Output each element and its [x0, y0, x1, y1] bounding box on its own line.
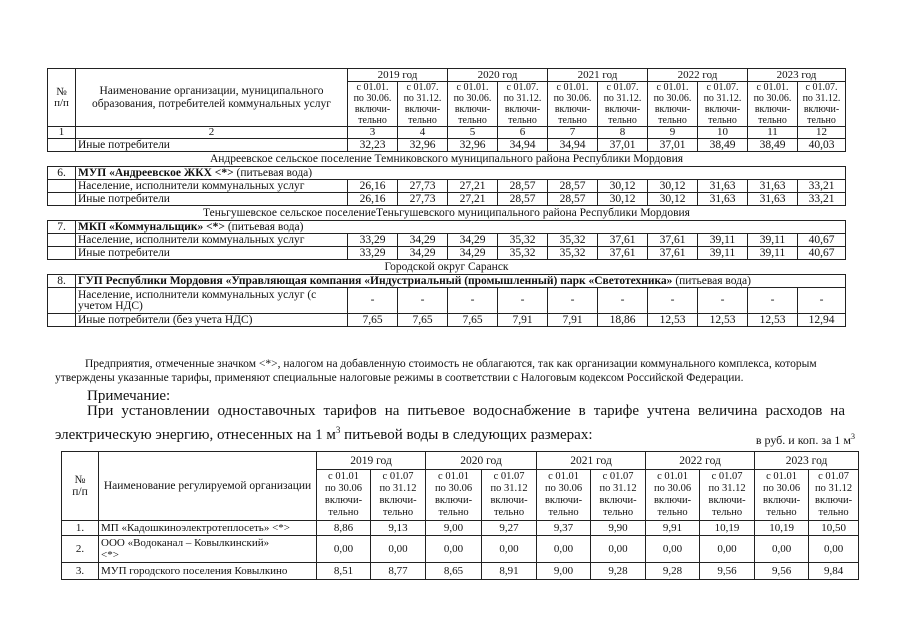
table-row: [48, 193, 846, 206]
consumer-name: Иные потребители: [76, 247, 348, 260]
column-number-row: [48, 127, 846, 139]
tariff-value: 40,67: [798, 247, 846, 260]
period-header: с 01.07. по 31.12. включи- тельно: [398, 82, 448, 127]
column-number: 7: [548, 127, 598, 139]
units-superscript: 3: [851, 432, 855, 441]
organization-name-bold: ГУП Республики Мордовия «Управляющая компания «Индустриальный (промышленный) парк «Светотехника»: [78, 274, 673, 287]
row-number: [48, 234, 76, 247]
cost-value: 9,13: [371, 521, 426, 536]
organization-row: [48, 167, 846, 180]
column-number: 6: [498, 127, 548, 139]
tariff-value: 27,21: [448, 180, 498, 193]
tariff-value: 37,01: [648, 139, 698, 152]
tariff-value: 38,49: [748, 139, 798, 152]
year-header: 2020 год: [448, 69, 548, 82]
tariff-value: 7,65: [398, 314, 448, 327]
organization-name: МУП городского поселения Ковылкино: [99, 563, 317, 580]
column-number: 11: [748, 127, 798, 139]
period-header: с 01.07. по 31.12. включи- тельно: [598, 82, 648, 127]
tariff-value: -: [698, 288, 748, 314]
tariff-value: 35,32: [548, 247, 598, 260]
tariff-value: 39,11: [698, 234, 748, 247]
tariff-value: -: [798, 288, 846, 314]
cost-value: 9,00: [426, 521, 482, 536]
tariff-value: 26,16: [348, 180, 398, 193]
tariff-value: 28,57: [498, 180, 548, 193]
tariff-value: 37,01: [598, 139, 648, 152]
tariff-value: 28,57: [548, 193, 598, 206]
tariff-value: -: [748, 288, 798, 314]
cost-value: 8,65: [426, 563, 482, 580]
tariff-value: 30,12: [598, 180, 648, 193]
period-header: с 01.07 по 31.12 включи- тельно: [700, 470, 755, 521]
tariff-value: 32,23: [348, 139, 398, 152]
header-row-years: [48, 69, 846, 82]
tariff-value: 12,53: [698, 314, 748, 327]
tariff-value: 40,03: [798, 139, 846, 152]
tariff-value: 39,11: [698, 247, 748, 260]
tariff-value: 33,21: [798, 193, 846, 206]
tariff-value: 33,21: [798, 180, 846, 193]
section-row: [48, 152, 846, 167]
tariff-value: -: [448, 288, 498, 314]
cost-value: 0,00: [537, 536, 591, 563]
cost-value: 9,91: [646, 521, 700, 536]
tariff-value: 27,73: [398, 180, 448, 193]
row-number: [48, 314, 76, 327]
electricity-cost-table: [61, 451, 859, 580]
period-header: с 01.01 по 30.06 включи- тельно: [426, 470, 482, 521]
consumer-name: Население, исполнители коммунальных услуг: [76, 180, 348, 193]
cost-value: 9,00: [537, 563, 591, 580]
tariff-value: -: [648, 288, 698, 314]
cost-value: 8,91: [482, 563, 537, 580]
period-header: с 01.01. по 30.06. включи- тельно: [448, 82, 498, 127]
tariff-value: -: [398, 288, 448, 314]
period-header: с 01.07 по 31.12 включи- тельно: [482, 470, 537, 521]
note-text-before: При установлении одноставочных тарифов на питьевое водоснабжение в тарифе учтена величина расходов на электрическую энергию, отнесенных на 1 м: [55, 403, 845, 443]
year-header: 2023 год: [755, 452, 859, 470]
tariff-value: 28,57: [498, 193, 548, 206]
consumer-name: Иные потребители: [76, 139, 348, 152]
period-header: с 01.01 по 30.06 включи- тельно: [537, 470, 591, 521]
cost-value: 0,00: [646, 536, 700, 563]
period-header: с 01.01 по 30.06 включи- тельно: [646, 470, 700, 521]
period-header: с 01.07. по 31.12. включи- тельно: [698, 82, 748, 127]
cost-value: 0,00: [482, 536, 537, 563]
consumer-name: Население, исполнители коммунальных услуг (с учетом НДС): [76, 288, 348, 314]
cost-value: 9,27: [482, 521, 537, 536]
table-row: [62, 521, 859, 536]
organization-product: (питьевая вода): [224, 220, 304, 233]
cost-value: 9,90: [591, 521, 646, 536]
year-header: 2022 год: [648, 69, 748, 82]
table-row: [48, 180, 846, 193]
row-number: [48, 139, 76, 152]
organization-product: (питьевая вода): [672, 274, 751, 287]
organization-name: МП «Кадошкиноэлектротеплосеть» <*>: [99, 521, 317, 536]
tariff-value: 33,29: [348, 234, 398, 247]
tariff-value: 31,63: [748, 193, 798, 206]
organization-name: [76, 167, 846, 180]
note-heading: Примечание:: [87, 388, 171, 404]
row-number: [48, 180, 76, 193]
note-text-after: питьевой воды в следующих размерах:: [340, 427, 593, 443]
tariff-value: 12,53: [648, 314, 698, 327]
row-number: [48, 288, 76, 314]
period-header: с 01.01. по 30.06. включи- тельно: [548, 82, 598, 127]
column-number: 8: [598, 127, 648, 139]
tariff-value: 27,21: [448, 193, 498, 206]
year-header: 2023 год: [748, 69, 846, 82]
tariff-value: 32,96: [448, 139, 498, 152]
column-number: 1: [48, 127, 76, 139]
organization-product: (питьевая вода): [233, 166, 313, 179]
tariff-value: 37,61: [648, 234, 698, 247]
tariff-value: 37,61: [598, 234, 648, 247]
section-row: [48, 206, 846, 221]
tariff-table: [47, 68, 846, 327]
table-row: [48, 314, 846, 327]
tariff-value: 28,57: [548, 180, 598, 193]
section-title: Андреевское сельское поселение Темниковского муниципального района Республики Мордовия: [48, 152, 846, 167]
cost-value: 0,00: [426, 536, 482, 563]
cost-value: 10,50: [809, 521, 859, 536]
period-header: с 01.07. по 31.12. включи- тельно: [498, 82, 548, 127]
header-name: Наименование организации, муниципального образования, потребителей коммунальных услуг: [76, 69, 348, 127]
row-number: 8.: [48, 275, 76, 288]
tariff-value: 18,86: [598, 314, 648, 327]
section-title: Городской округ Саранск: [48, 260, 846, 275]
column-number: 10: [698, 127, 748, 139]
tariff-value: 31,63: [748, 180, 798, 193]
cost-value: 9,84: [809, 563, 859, 580]
header-row-years: [62, 452, 859, 470]
cost-value: 0,00: [591, 536, 646, 563]
cost-value: 10,19: [755, 521, 809, 536]
year-header: 2021 год: [548, 69, 648, 82]
tariff-value: 40,67: [798, 234, 846, 247]
tariff-value: 38,49: [698, 139, 748, 152]
vat-footnote: Предприятия, отмеченные значком <*>, налогом на добавленную стоимость не облагаются, так как организации коммунального комплекса, которым утверждены указанные тарифы, применяют специальные налоговые режимы в соответствии с Налоговым кодексом Российской Федерации.: [55, 358, 817, 384]
organization-name-bold: МУП «Андреевское ЖКХ <*>: [78, 166, 234, 179]
column-number: 5: [448, 127, 498, 139]
tariff-value: 34,29: [398, 234, 448, 247]
cost-value: 9,37: [537, 521, 591, 536]
tariff-value: 34,29: [398, 247, 448, 260]
tariff-value: -: [548, 288, 598, 314]
header-no: № п/п: [48, 69, 76, 127]
tariff-value: -: [498, 288, 548, 314]
column-number: 12: [798, 127, 846, 139]
year-header: 2022 год: [646, 452, 755, 470]
tariff-value: 31,63: [698, 180, 748, 193]
row-number: [48, 193, 76, 206]
cost-value: 0,00: [317, 536, 371, 563]
period-header: с 01.07 по 31.12 включи- тельно: [371, 470, 426, 521]
cost-value: 10,19: [700, 521, 755, 536]
header-no: № п/п: [62, 452, 99, 521]
cost-value: 0,00: [371, 536, 426, 563]
period-header: с 01.01 по 30.06 включи- тельно: [317, 470, 371, 521]
tariff-value: 12,94: [798, 314, 846, 327]
cost-value: 8,77: [371, 563, 426, 580]
consumer-name: Население, исполнители коммунальных услуг: [76, 234, 348, 247]
year-header: 2021 год: [537, 452, 646, 470]
tariff-value: 7,65: [448, 314, 498, 327]
column-number: 9: [648, 127, 698, 139]
tariff-value: 34,29: [448, 234, 498, 247]
column-number: 4: [398, 127, 448, 139]
tariff-value: 35,32: [498, 247, 548, 260]
note-text: [55, 402, 845, 445]
tariff-value: 34,29: [448, 247, 498, 260]
tariff-value: 31,63: [698, 193, 748, 206]
organization-name: [76, 275, 846, 288]
cost-value: 0,00: [809, 536, 859, 563]
cost-value: 9,28: [646, 563, 700, 580]
tariff-value: 33,29: [348, 247, 398, 260]
year-header: 2020 год: [426, 452, 537, 470]
period-header: с 01.01. по 30.06. включи- тельно: [348, 82, 398, 127]
tariff-value: 39,11: [748, 247, 798, 260]
tariff-value: 12,53: [748, 314, 798, 327]
consumer-name: Иные потребители: [76, 193, 348, 206]
row-number: [48, 247, 76, 260]
row-number: 2.: [62, 536, 99, 563]
tariff-value: 30,12: [648, 180, 698, 193]
section-title: Теньгушевское сельское поселениеТеньгушевского муниципального района Республики Мордовия: [48, 206, 846, 221]
tariff-value: 27,73: [398, 193, 448, 206]
row-number: 1.: [62, 521, 99, 536]
tariff-value: 34,94: [498, 139, 548, 152]
column-number: 2: [76, 127, 348, 139]
units-text: в руб. и коп. за 1 м: [755, 433, 851, 447]
units-caption: [756, 432, 855, 448]
tariff-value: 39,11: [748, 234, 798, 247]
header-name: Наименование регулируемой организации: [99, 452, 317, 521]
organization-name-bold: МКП «Коммунальщик» <*>: [78, 220, 225, 233]
tariff-value: 34,94: [548, 139, 598, 152]
table-row: [48, 247, 846, 260]
table-row: [48, 139, 846, 152]
cost-value: 9,56: [700, 563, 755, 580]
tariff-value: 26,16: [348, 193, 398, 206]
tariff-value: 37,61: [598, 247, 648, 260]
row-number: 7.: [48, 221, 76, 234]
row-number: 3.: [62, 563, 99, 580]
period-header: с 01.07 по 31.12 включи- тельно: [591, 470, 646, 521]
period-header: с 01.01. по 30.06. включи- тельно: [748, 82, 798, 127]
cost-value: 0,00: [700, 536, 755, 563]
year-header: 2019 год: [317, 452, 426, 470]
period-header: с 01.07. по 31.12. включи- тельно: [798, 82, 846, 127]
organization-name: ООО «Водоканал – Ковылкинский» <*>: [99, 536, 317, 563]
tariff-value: -: [348, 288, 398, 314]
tariff-value: 35,32: [498, 234, 548, 247]
section-row: [48, 260, 846, 275]
tariff-value: 7,65: [348, 314, 398, 327]
period-header: с 01.07 по 31.12 включи- тельно: [809, 470, 859, 521]
tariff-value: 37,61: [648, 247, 698, 260]
table-row: [48, 234, 846, 247]
table-row: [48, 288, 846, 314]
table-row: [62, 563, 859, 580]
period-header: с 01.01 по 30.06 включи- тельно: [755, 470, 809, 521]
table-row: [62, 536, 859, 563]
tariff-value: 7,91: [548, 314, 598, 327]
cost-value: 0,00: [755, 536, 809, 563]
tariff-value: -: [598, 288, 648, 314]
consumer-name: Иные потребители (без учета НДС): [76, 314, 348, 327]
note-superscript: 3: [335, 425, 341, 435]
year-header: 2019 год: [348, 69, 448, 82]
organization-row: [48, 221, 846, 234]
organization-row: [48, 275, 846, 288]
tariff-value: 35,32: [548, 234, 598, 247]
organization-name: [76, 221, 846, 234]
cost-value: 9,56: [755, 563, 809, 580]
row-number: 6.: [48, 167, 76, 180]
tariff-value: 7,91: [498, 314, 548, 327]
cost-value: 9,28: [591, 563, 646, 580]
period-header: с 01.01. по 30.06. включи- тельно: [648, 82, 698, 127]
tariff-value: 30,12: [598, 193, 648, 206]
tariff-value: 32,96: [398, 139, 448, 152]
cost-value: 8,86: [317, 521, 371, 536]
column-number: 3: [348, 127, 398, 139]
tariff-value: 30,12: [648, 193, 698, 206]
cost-value: 8,51: [317, 563, 371, 580]
